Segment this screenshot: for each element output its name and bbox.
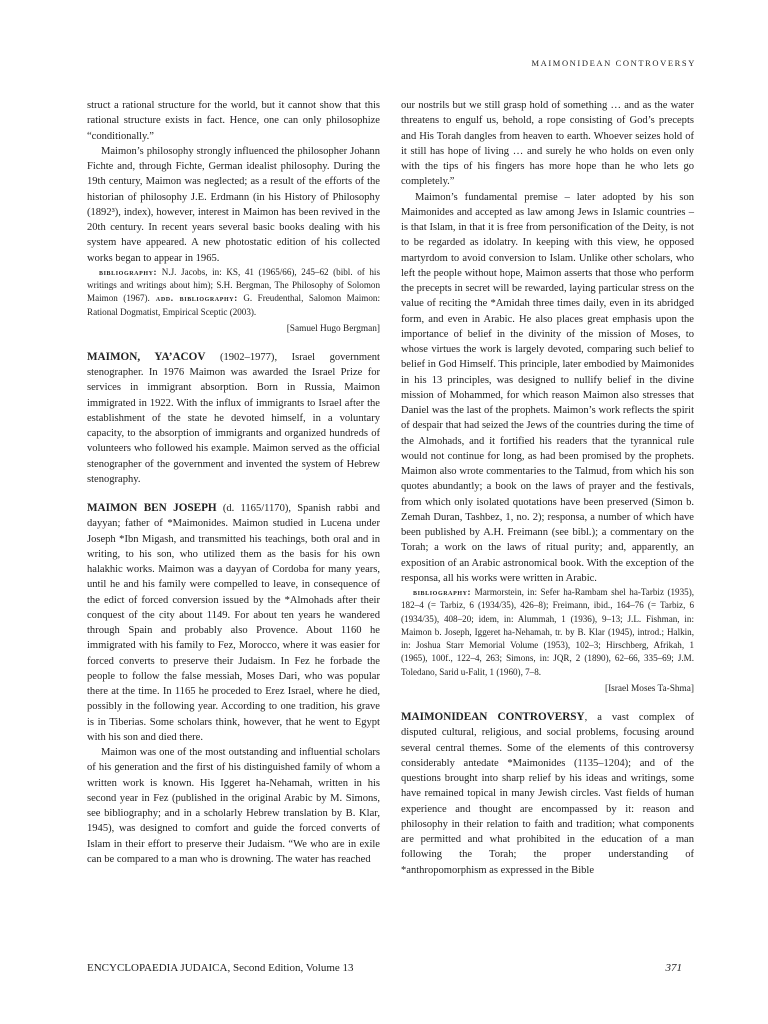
entry-text: (1902–1977), Israel government stenographer. In 1976 Maimon was awarded the Israel Prize for services in immigrant absorption. Born in Russia, Maimon immigrated in 1922. With the influx of immigrants to Israel after the establishment of the state he devoted himself, in a voluntary capacity, to the absorption of immigrants and organized hundreds of volunteers who followed his example. Maimon served as the official stenographer of the government and invented the system of Hebrew stenography. [87,351,380,485]
entry-maimon-yaacov [87,350,380,487]
bibliography-label: bibliography: [413,587,472,597]
entry-text: , a vast complex of disputed cultural, religious, and social problems, focusing around several central themes. Some of the elements of this controversy considerably antedate *Maimonides (1135–1204); and of the questions brought into sharp relief by his ideas and writings, some have remained topical in many Jewish circles. Vast fields of human experience and thought are encompassed by it: reason and philosophy in their relation to faith and tradition; what components are permitted and what prohibited in the education of a man following the Torah; the proper understanding of *anthropomorphism as expressed in the Bible [401,712,694,876]
entry-maimon-ben-joseph [87,501,380,745]
add-bibliography-label: add. bibliography: [149,293,238,304]
author-signature: [Israel Moses Ta-Shma] [604,684,694,695]
author-signature: [Samuel Hugo Bergman] [286,323,380,334]
entry-text: (d. 1165/1170), Spanish rabbi and dayyan; father of *Maimonides. Maimon studied in Lucena under Joseph *Ibn Migash, and transmitted his teachings, both oral and in writing, to his son, who utilized them as the basis for his own halakhic works. Maimon was a dayyan of Cordoba for many years, until he and his family were compelled to leave, in consequence of the edict of forced conversion issued by the *Almohads after their conquest of the city about 1149. For about ten years he wandered through Spain and probably also Provence. About 1160 he immigrated with his family to Fez, Morocco, where it was easier for forced converts to preserve their Judaism. In Fez he forbade the people to follow the false messiah, Moses Dari, who was popular there at the time. In 1165 he proceded to Erez Israel, where he died, possibly in the following year. According to one tradition, his grave is in Tiberias. Some scholars think, however, that he went to Egypt with his son and died there. [87,503,380,743]
entry-maimonidean-controversy [401,710,694,878]
running-head: MAIMONIDEAN CONTROVERSY [531,58,696,68]
page-number: 371 [665,962,682,974]
entry-headword: MAIMON, YA’ACOV [87,350,206,363]
bibliography-text: N.J. Jacobs, in: KS, 41 (1965/66), 245–62 (bibl. of his writings and writings about him); S.H. Bergman, The Philosophy of Solomon Maimon (1967). [87,266,380,304]
footer-publication: ENCYCLOPAEDIA JUDAICA, Second Edition, Volume 13 [87,962,354,974]
bibliography [87,266,380,319]
entry-headword: MAIMON BEN JOSEPH [87,502,217,515]
right-column [401,98,694,878]
bibliography-text: G. Freudenthal, Salomon Maimon: Rational Dogmatist, Empirical Sceptic (2003). [87,293,381,317]
paragraph: Maimon was one of the most outstanding and influential scholars of his generation and the first of his distinguished family of whom a written work is known. His Iggeret ha-Nehamah, written in his second year in Fez (published in the original Arabic by M. Simons, see bibliography; and in a scholarly Hebrew translation by B. Klar, 1945), was designed to comfort and guide the forced converts of Islam in their effort to preserve their Judaism. “We who are in exile can be compared to a man who is drowning. The water has reached [87,747,380,865]
bibliography [401,586,694,679]
paragraph: struct a rational structure for the world, but it cannot show that this rational structure exists in fact. Hence, one can only philosophize “conditionally.” [87,100,380,142]
entry-headword: MAIMONIDEAN CONTROVERSY [401,711,585,724]
bibliography-label: bibliography: [99,266,158,277]
left-column [87,98,380,867]
paragraph: Maimon’s philosophy strongly influenced the philosopher Johann Fichte and, through Fichte, German idealist philosophy. During the 19th century, Maimon was neglected; as a result of the efforts of the historian of philosophy J.E. Erdmann (in his History of Philosophy (1892³), index), however, interest in Maimon has been revived in the 20th century. In recent years several basic books dealing with his system have appeared. A new photostatic edition of his collected works began to appear in 1965. [87,145,380,264]
bibliography-text: Marmorstein, in: Sefer ha-Rambam shel ha-Tarbiz (1935), 182–4 (= Tarbiz, 6 (1934/35), 426–8); Freimann, ibid., 164–76 (= Tarbiz, 6 (1934/35), 408–20; idem, in: Alummah, 1 (1936), 9–13; J.L. Fishman, in: Maimon b. Joseph, Iggeret ha-Nehamah, tr. by B. Klar (1945), introd.; Halkin, in: Joshua Starr Memorial Volume (1953), 102–3; Hirschberg, Afrikah, 1 (1965), 100f., 122–4, 263; Simons, in: JQR, 2 (1890), 62–66, 335–69; J.M. Toledano, Sarid u-Falit, 1 (1960), 7–8. [401,587,694,677]
paragraph: our nostrils but we still grasp hold of something … and as the water threatens to engulf us, behold, a rope consisting of God’s precepts and His Torah dangles from heaven to earth. Whoever seizes hold of it still has hope of living … and surely he who holds on even only with the tips of his fingers has more hope than he who lets go completely.” [401,100,694,188]
paragraph: Maimon’s fundamental premise – later adopted by his son Maimonides and accepted as law among Jews in Islamic countries – is that Islam, in that it is free from personification of the Deity, is not to be regarded as idolatry. In keeping with this view, he opposed martyrdom to avoid conversion to Islam. Unlike other scholars, who left the people without hope, Maimon asserts that those who perform the precepts in secret will be rewarded, laying particular stress on the value of reciting the *Amidah three times daily, even in its abridged form, and even in Arabic. He also places great emphasis upon the importance of belief in the divinity of the mission of Moses, to whose virtues the work is largely devoted, comparing such belief to belief in God Himself. This principle, later embodied by Maimonides in his 13 principles, was designed to nullify belief in the divine mission of Mohammed, for which reason Maimon also stresses that Daniel was the last of the prophets. Maimon’s work reflects the spirit of despair that had seized the Jews of the countries during the time of the Almohads, and it fortified his readers that the tyrannical rule would not continue for long, as had been promised by the prophets. Maimon also wrote commentaries to the Talmud, from which his son quotes abundantly; a book on the laws of prayer and the festivals, from which only isolated quotations have been preserved (Simon b. Zemah Duran, Tashbez, 1, no. 2); responsa, a number of which have been published by A.H. Freimann (see bibl.); a commentary on the Torah; a work on the laws of ritual purity; and, apparently, an exposition of an Arabic astronomical book. With the exception of the responsa, all his works were written in Arabic. [401,191,695,584]
